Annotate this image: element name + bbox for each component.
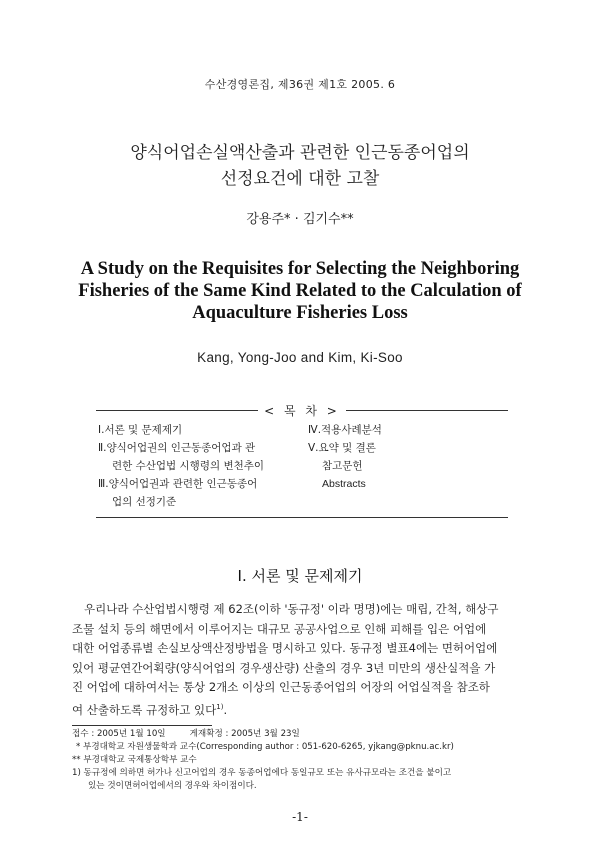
footnotes [72,728,542,793]
page-number: -1- [292,810,308,824]
received-date: 접수 : 2005년 1월 10일 [72,729,166,739]
footnote-author-1: * 부경대학교 자원생물학과 교수(Corresponding author : 051-620-6265, yjkang@pknu.ac.kr) [76,742,454,752]
footnote-dates [72,728,542,741]
footnote-note-1: 1) 동규정에 의하면 허가나 신고어업의 경우 동종어업에다 동일규모 또는 유사규모라는 조건을 붙이고 [72,768,452,778]
english-title-line-2: Fisheries of the Same Kind Related to the Calculation of [78,281,522,301]
footnote-divider [72,725,212,726]
body-line: 진 어업에 대하여서는 통상 2개소 이상의 인근동종어업의 어장의 어업실적을 참조하 [72,680,490,694]
body-line: 있어 평균연간어획량(양식어업의 경우생산량) 산출의 경우 3년 미만의 생산실적을 가 [72,660,496,675]
toc-item [308,421,498,439]
toc-item-continuation: 업의 선정기준 [112,496,177,508]
table-of-contents [96,404,508,518]
korean-title-line-1: 양식어업손실액산출과 관련한 인근동종어업의 [130,143,470,163]
toc-item-text: Abstracts [322,478,366,490]
body-line: 우리나라 수산업법시행령 제 62조(이하 '동규정' 이라 명명)에는 매립, 간척, 해상구 [84,602,499,616]
toc-item [308,475,498,493]
toc-item-number: Ⅲ. [98,478,109,490]
toc-item-text: 양식어업권의 인근동종어업과 관 [106,442,256,454]
toc-left-column [98,421,303,511]
korean-title [0,140,600,192]
journal-header: 수산경영론집, 제36권 제1호 2005. 6 [204,78,396,91]
toc-item [98,439,303,475]
english-title-line-1: A Study on the Requisites for Selecting the Neighboring [80,259,520,279]
english-authors: Kang, Yong-Joo and Kim, Ki-Soo [197,350,403,365]
toc-item-number: Ⅱ. [98,442,107,454]
toc-item-number: Ⅴ. [308,442,319,454]
toc-item [98,475,303,511]
toc-item-continuation: 련한 수산업법 시행령의 변천추이 [112,460,265,472]
body-paragraph [72,600,534,720]
accepted-date: 게재확정 : 2005년 3월 23일 [189,729,300,739]
body-last-end: . [223,702,228,717]
toc-item-text: 서론 및 문제제기 [104,424,183,436]
toc-item-text: 요약 및 결론 [318,442,376,454]
toc-heading-text: < 목 차 > [258,404,346,418]
toc-right-column [308,421,498,493]
section-heading: Ⅰ. 서론 및 문제제기 [237,567,363,585]
body-line-last [72,698,534,720]
toc-item [308,439,498,457]
korean-title-line-2: 선정요건에 대한 고찰 [220,169,380,189]
korean-authors: 강용주* · 김기수** [246,212,354,227]
toc-item-text: 적용사례분석 [321,424,382,436]
footnote-note-1-cont: 있는 것이면허어업에서의 경우와 차이점이다. [88,781,257,791]
body-line: 조물 설치 등의 해면에서 이루어지는 대규모 공공사업으로 인해 피해를 입은 어업에 [72,621,487,636]
toc-heading [96,400,508,419]
english-title-line-3: Aquaculture Fisheries Loss [192,303,408,323]
footnote-author-2: ** 부경대학교 국제통상학부 교수 [72,755,197,765]
toc-item-number: Ⅳ. [308,424,322,436]
body-last-text: 여 산출하도록 규정하고 있다 [72,702,217,717]
english-title [0,258,600,324]
footnote-ref: 1) [216,702,224,711]
body-line: 대한 어업종류별 손실보상액산정방법을 명시하고 있다. 동규정 별표4에는 면허어업에 [72,641,498,655]
toc-item [308,457,498,475]
toc-item-text: 양식어업권과 관련한 인근동종어 [108,478,258,490]
toc-item [98,421,303,439]
toc-item-number: Ⅰ. [98,424,105,436]
toc-item-text: 참고문헌 [322,460,363,472]
